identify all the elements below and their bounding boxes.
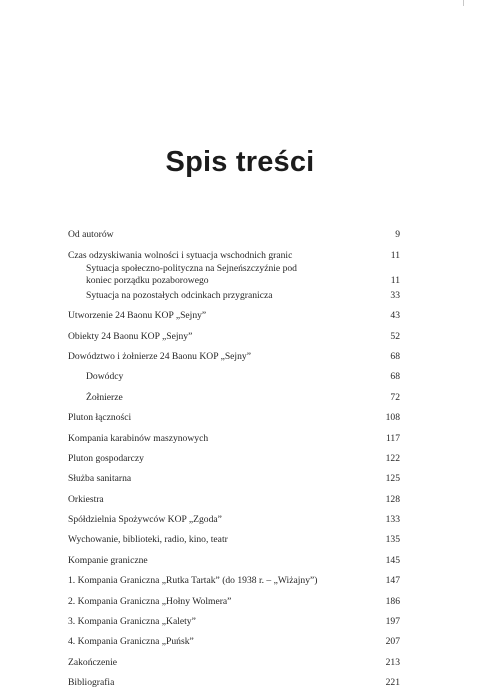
toc-entry-label: Orkiestra [68, 493, 104, 505]
toc-entry[interactable] [68, 669, 400, 689]
toc-entry[interactable] [68, 506, 400, 526]
toc-entry[interactable] [68, 608, 400, 628]
toc-entry-label: Bibliografia [68, 677, 115, 689]
toc-entry-label: Dowódcy [86, 371, 124, 383]
toc-entry-page: 122 [385, 452, 400, 464]
crop-mark [463, 0, 464, 6]
toc-entry-page: 145 [385, 554, 400, 566]
toc-entry[interactable] [68, 485, 400, 505]
toc-entry-label: 3. Kompania Graniczna „Kalety” [68, 616, 196, 628]
toc-entry[interactable] [68, 404, 400, 424]
toc-entry-label: Sytuacja społeczno-polityczna na Sejneńszczyźnie pod koniec porządku pozaborowego [86, 262, 297, 286]
toc-entry-page: 43 [390, 310, 400, 322]
toc-entry-page: 207 [385, 636, 400, 648]
toc-entry[interactable] [68, 241, 400, 261]
toc-subentry[interactable] [68, 383, 400, 403]
toc-entry-label: Od autorów [68, 229, 114, 241]
toc-entry-page: 52 [390, 330, 400, 342]
toc-entry-page: 72 [390, 391, 400, 403]
toc-entry-page: 11 [390, 274, 400, 286]
toc-entry-page: 186 [385, 595, 400, 607]
toc-entry-page: 68 [390, 350, 400, 362]
toc-entry-page: 68 [390, 371, 400, 383]
toc-entry-label: Czas odzyskiwania wolności i sytuacja wschodnich granic [68, 249, 293, 261]
toc-entry-page: 213 [385, 656, 400, 668]
page-title: Spis treści [165, 146, 315, 178]
toc-entry-page: 33 [390, 289, 400, 301]
toc-entry[interactable] [68, 221, 400, 241]
toc-entry-label: Pluton gospodarczy [68, 452, 144, 464]
toc-entry-label: Dowództwo i żołnierze 24 Baonu KOP „Sejny” [68, 350, 251, 362]
toc-subentry[interactable] [68, 262, 400, 287]
toc-entry-page: 9 [395, 229, 400, 241]
toc-entry-label: Kompanie graniczne [68, 554, 148, 566]
toc-subentry[interactable] [68, 287, 400, 302]
toc-entry-page: 125 [385, 473, 400, 485]
toc-entry[interactable] [68, 445, 400, 465]
toc-entry-page: 197 [385, 616, 400, 628]
toc-entry-page: 11 [390, 249, 400, 261]
toc-entry-label: Sytuacja na pozostałych odcinkach przygranicza [86, 289, 273, 301]
toc-entry-page: 147 [385, 575, 400, 587]
toc-entry[interactable] [68, 546, 400, 566]
toc-entry-label: Pluton łączności [68, 412, 132, 424]
toc-entry[interactable] [68, 628, 400, 648]
toc-entry-page: 133 [385, 514, 400, 526]
toc-entry-label: Spółdzielnia Spożywców KOP „Zgoda” [68, 514, 222, 526]
toc-entry-label: 4. Kompania Graniczna „Puńsk” [68, 636, 194, 648]
toc-entry[interactable] [68, 648, 400, 668]
toc-entry-label: Utworzenie 24 Baonu KOP „Sejny” [68, 310, 207, 322]
toc-entry-label: 1. Kompania Graniczna „Rutka Tartak” (do 1938 r. – „Wiżajny”) [68, 575, 318, 587]
toc-entry-page: 135 [385, 534, 400, 546]
toc-entry-page: 128 [385, 493, 400, 505]
toc-entry[interactable] [68, 587, 400, 607]
toc-entry[interactable] [68, 302, 400, 322]
toc-entry-page: 221 [385, 677, 400, 689]
toc-entry[interactable] [68, 526, 400, 546]
toc-subentry[interactable] [68, 363, 400, 383]
toc-entry[interactable] [68, 465, 400, 485]
toc-entry-label: Wychowanie, biblioteki, radio, kino, teatr [68, 534, 228, 546]
toc-entry-label: 2. Kompania Graniczna „Hołny Wolmera” [68, 595, 232, 607]
toc-entry[interactable] [68, 567, 400, 587]
toc-entry-page: 117 [385, 432, 400, 444]
toc-entry-label: Obiekty 24 Baonu KOP „Sejny” [68, 330, 193, 342]
toc-entry-label: Żołnierze [86, 391, 123, 403]
toc-entry-page: 108 [385, 412, 400, 424]
toc-entry-label: Służba sanitarna [68, 473, 132, 485]
toc-entry-label: Zakończenie [68, 656, 118, 668]
toc-entry-label: Kompania karabinów maszynowych [68, 432, 209, 444]
table-of-contents [68, 221, 400, 689]
toc-entry[interactable] [68, 424, 400, 444]
toc-entry[interactable] [68, 322, 400, 342]
toc-entry[interactable] [68, 343, 400, 363]
